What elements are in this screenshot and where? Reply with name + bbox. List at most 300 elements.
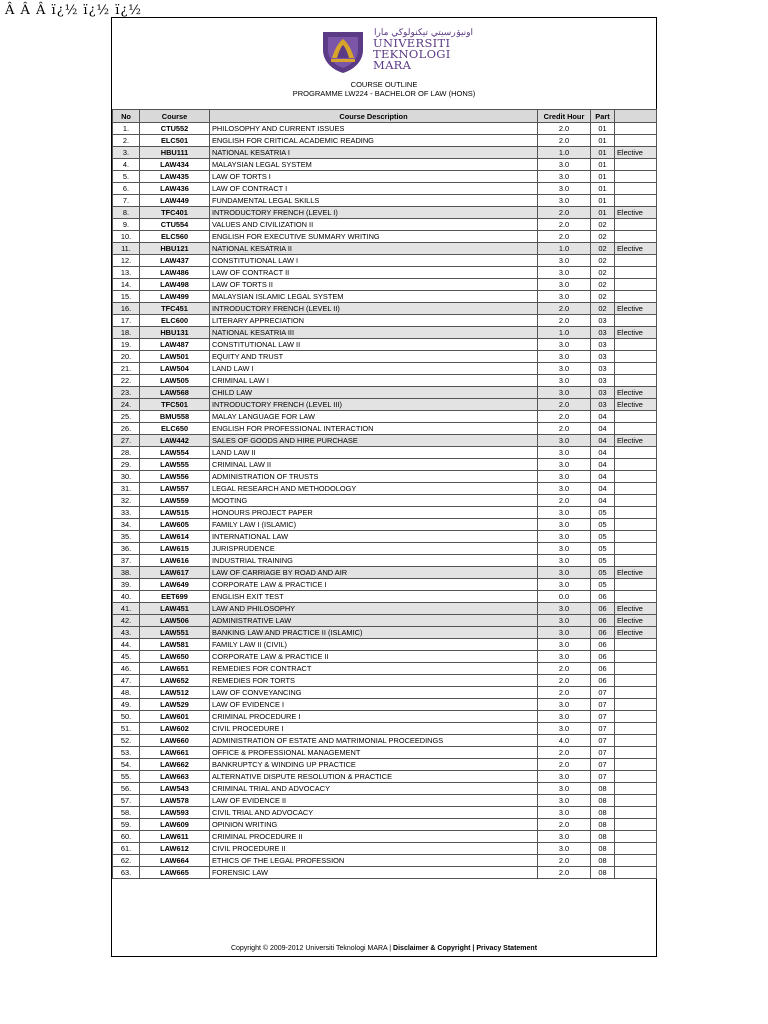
- logo-line-2: TEKNOLOGI: [373, 47, 451, 61]
- course-description: PHILOSOPHY AND CURRENT ISSUES: [210, 123, 538, 135]
- course-note: [615, 651, 657, 663]
- credit-hour: 3.0: [538, 339, 591, 351]
- course-note: [615, 483, 657, 495]
- part: 02: [591, 279, 615, 291]
- row-number: 51.: [113, 723, 140, 735]
- table-row: [113, 291, 657, 303]
- part: 01: [591, 171, 615, 183]
- footer: [112, 944, 656, 954]
- course-code: LAW568: [140, 387, 210, 399]
- row-number: 17.: [113, 315, 140, 327]
- credit-hour: 2.0: [538, 219, 591, 231]
- course-note: [615, 579, 657, 591]
- table-row: [113, 135, 657, 147]
- row-number: 53.: [113, 747, 140, 759]
- course-note: Elective: [615, 399, 657, 411]
- header-credit-hour: Credit Hour: [538, 110, 591, 123]
- course-description: LITERARY APPRECIATION: [210, 315, 538, 327]
- part: 04: [591, 483, 615, 495]
- credit-hour: 1.0: [538, 147, 591, 159]
- course-description: REMEDIES FOR CONTRACT: [210, 663, 538, 675]
- row-number: 60.: [113, 831, 140, 843]
- course-note: [615, 471, 657, 483]
- table-row: [113, 651, 657, 663]
- course-note: [615, 807, 657, 819]
- credit-hour: 3.0: [538, 267, 591, 279]
- course-code: LAW499: [140, 291, 210, 303]
- course-code: LAW554: [140, 447, 210, 459]
- course-note: [615, 447, 657, 459]
- part: 05: [591, 519, 615, 531]
- part: 08: [591, 819, 615, 831]
- table-header-row: [113, 110, 657, 123]
- part: 06: [591, 663, 615, 675]
- course-note: [615, 495, 657, 507]
- credit-hour: 3.0: [538, 435, 591, 447]
- row-number: 44.: [113, 639, 140, 651]
- part: 06: [591, 591, 615, 603]
- table-row: [113, 639, 657, 651]
- table-row: [113, 459, 657, 471]
- course-note: [615, 711, 657, 723]
- course-description: CHILD LAW: [210, 387, 538, 399]
- table-row: [113, 771, 657, 783]
- part: 04: [591, 411, 615, 423]
- row-number: 8.: [113, 207, 140, 219]
- credit-hour: 3.0: [538, 159, 591, 171]
- credit-hour: 3.0: [538, 519, 591, 531]
- course-note: [615, 531, 657, 543]
- course-description: LAW OF CARRIAGE BY ROAD AND AIR: [210, 567, 538, 579]
- privacy-statement-link[interactable]: Privacy Statement: [476, 945, 538, 952]
- table-row: [113, 819, 657, 831]
- part: 06: [591, 603, 615, 615]
- row-number: 62.: [113, 855, 140, 867]
- credit-hour: 3.0: [538, 471, 591, 483]
- course-description: CRIMINAL LAW I: [210, 375, 538, 387]
- row-number: 5.: [113, 171, 140, 183]
- course-note: [615, 159, 657, 171]
- table-row: [113, 843, 657, 855]
- part: 04: [591, 495, 615, 507]
- course-code: TFC451: [140, 303, 210, 315]
- table-row: [113, 243, 657, 255]
- course-note: [615, 723, 657, 735]
- row-number: 23.: [113, 387, 140, 399]
- row-number: 29.: [113, 459, 140, 471]
- row-number: 10.: [113, 231, 140, 243]
- row-number: 25.: [113, 411, 140, 423]
- table-row: [113, 555, 657, 567]
- part: 02: [591, 231, 615, 243]
- table-row: [113, 471, 657, 483]
- row-number: 27.: [113, 435, 140, 447]
- part: 06: [591, 615, 615, 627]
- credit-hour: 2.0: [538, 423, 591, 435]
- course-description: MOOTING: [210, 495, 538, 507]
- table-row: [113, 855, 657, 867]
- row-number: 18.: [113, 327, 140, 339]
- course-code: LAW601: [140, 711, 210, 723]
- course-note: [615, 459, 657, 471]
- course-description: VALUES AND CIVILIZATION II: [210, 219, 538, 231]
- course-description: ALTERNATIVE DISPUTE RESOLUTION & PRACTICE: [210, 771, 538, 783]
- course-note: [615, 291, 657, 303]
- credit-hour: 1.0: [538, 243, 591, 255]
- course-description: ADMINISTRATION OF ESTATE AND MATRIMONIAL PROCEEDINGS: [210, 735, 538, 747]
- part: 05: [591, 531, 615, 543]
- part: 01: [591, 135, 615, 147]
- row-number: 32.: [113, 495, 140, 507]
- row-number: 1.: [113, 123, 140, 135]
- course-code: LAW662: [140, 759, 210, 771]
- logo-line-3: MARA: [373, 58, 412, 72]
- part: 03: [591, 339, 615, 351]
- course-code: LAW434: [140, 159, 210, 171]
- part: 01: [591, 195, 615, 207]
- course-code: LAW664: [140, 855, 210, 867]
- course-description: INTRODUCTORY FRENCH (LEVEL I): [210, 207, 538, 219]
- credit-hour: 2.0: [538, 747, 591, 759]
- course-note: [615, 423, 657, 435]
- credit-hour: 3.0: [538, 723, 591, 735]
- course-code: LAW617: [140, 567, 210, 579]
- course-note: [615, 411, 657, 423]
- course-description: NATIONAL KESATRIA II: [210, 243, 538, 255]
- table-row: [113, 483, 657, 495]
- course-note: Elective: [615, 207, 657, 219]
- part: 01: [591, 147, 615, 159]
- uitm-logo: [319, 28, 474, 74]
- course-note: [615, 279, 657, 291]
- logo-line-1: UNIVERSITI: [373, 36, 451, 50]
- credit-hour: 3.0: [538, 507, 591, 519]
- course-code: CTU552: [140, 123, 210, 135]
- course-note: [615, 315, 657, 327]
- part: 05: [591, 567, 615, 579]
- credit-hour: 2.0: [538, 867, 591, 879]
- credit-hour: 3.0: [538, 711, 591, 723]
- part: 03: [591, 399, 615, 411]
- course-code: HBU111: [140, 147, 210, 159]
- credit-hour: 2.0: [538, 399, 591, 411]
- part: 04: [591, 435, 615, 447]
- part: 08: [591, 855, 615, 867]
- credit-hour: 2.0: [538, 207, 591, 219]
- part: 07: [591, 711, 615, 723]
- part: 02: [591, 255, 615, 267]
- course-code: LAW551: [140, 627, 210, 639]
- course-note: [615, 663, 657, 675]
- credit-hour: 3.0: [538, 195, 591, 207]
- table-row: [113, 423, 657, 435]
- row-number: 35.: [113, 531, 140, 543]
- course-description: BANKING LAW AND PRACTICE II (ISLAMIC): [210, 627, 538, 639]
- row-number: 57.: [113, 795, 140, 807]
- credit-hour: 3.0: [538, 531, 591, 543]
- course-description: CRIMINAL PROCEDURE I: [210, 711, 538, 723]
- table-row: [113, 183, 657, 195]
- course-code: ELC600: [140, 315, 210, 327]
- course-code: LAW649: [140, 579, 210, 591]
- course-note: [615, 855, 657, 867]
- part: 05: [591, 579, 615, 591]
- table-row: [113, 387, 657, 399]
- disclaimer-link[interactable]: Disclaimer & Copyright: [393, 945, 471, 952]
- credit-hour: 3.0: [538, 447, 591, 459]
- row-number: 14.: [113, 279, 140, 291]
- course-description: MALAYSIAN LEGAL SYSTEM: [210, 159, 538, 171]
- table-row: [113, 231, 657, 243]
- row-number: 36.: [113, 543, 140, 555]
- credit-hour: 3.0: [538, 183, 591, 195]
- course-note: [615, 543, 657, 555]
- credit-hour: 3.0: [538, 279, 591, 291]
- credit-hour: 3.0: [538, 459, 591, 471]
- course-code: ELC501: [140, 135, 210, 147]
- course-note: [615, 831, 657, 843]
- credit-hour: 3.0: [538, 699, 591, 711]
- course-outline-sheet: [111, 17, 657, 957]
- course-description: ENGLISH FOR PROFESSIONAL INTERACTION: [210, 423, 538, 435]
- credit-hour: 2.0: [538, 411, 591, 423]
- course-note: [615, 555, 657, 567]
- part: 08: [591, 867, 615, 879]
- part: 07: [591, 687, 615, 699]
- part: 08: [591, 843, 615, 855]
- row-number: 24.: [113, 399, 140, 411]
- table-row: [113, 699, 657, 711]
- table-row: [113, 711, 657, 723]
- course-description: LAW OF TORTS I: [210, 171, 538, 183]
- course-code: LAW556: [140, 471, 210, 483]
- table-row: [113, 687, 657, 699]
- table-row: [113, 267, 657, 279]
- course-code: LAW605: [140, 519, 210, 531]
- course-note: [615, 183, 657, 195]
- header-description: Course Description: [210, 110, 538, 123]
- course-note: [615, 171, 657, 183]
- course-note: [615, 759, 657, 771]
- row-number: 39.: [113, 579, 140, 591]
- course-code: LAW612: [140, 843, 210, 855]
- course-description: CIVIL PROCEDURE I: [210, 723, 538, 735]
- table-row: [113, 435, 657, 447]
- course-description: FAMILY LAW I (ISLAMIC): [210, 519, 538, 531]
- course-description: MALAYSIAN ISLAMIC LEGAL SYSTEM: [210, 291, 538, 303]
- header-no: No: [113, 110, 140, 123]
- header-course: Course: [140, 110, 210, 123]
- row-number: 49.: [113, 699, 140, 711]
- part: 02: [591, 291, 615, 303]
- credit-hour: 3.0: [538, 771, 591, 783]
- course-note: [615, 507, 657, 519]
- credit-hour: 3.0: [538, 567, 591, 579]
- course-note: [615, 195, 657, 207]
- credit-hour: 3.0: [538, 387, 591, 399]
- course-note: Elective: [615, 615, 657, 627]
- credit-hour: 3.0: [538, 807, 591, 819]
- course-code: LAW529: [140, 699, 210, 711]
- course-note: [615, 699, 657, 711]
- row-number: 30.: [113, 471, 140, 483]
- credit-hour: 2.0: [538, 687, 591, 699]
- course-note: Elective: [615, 387, 657, 399]
- row-number: 2.: [113, 135, 140, 147]
- row-number: 61.: [113, 843, 140, 855]
- course-description: LAND LAW II: [210, 447, 538, 459]
- course-note: [615, 747, 657, 759]
- course-note: Elective: [615, 567, 657, 579]
- course-description: ENGLISH FOR CRITICAL ACADEMIC READING: [210, 135, 538, 147]
- table-row: [113, 495, 657, 507]
- part: 03: [591, 351, 615, 363]
- credit-hour: 3.0: [538, 579, 591, 591]
- course-code: ELC650: [140, 423, 210, 435]
- credit-hour: 2.0: [538, 315, 591, 327]
- table-row: [113, 303, 657, 315]
- part: 01: [591, 123, 615, 135]
- part: 02: [591, 267, 615, 279]
- course-note: [615, 135, 657, 147]
- table-row: [113, 723, 657, 735]
- credit-hour: 3.0: [538, 483, 591, 495]
- row-number: 13.: [113, 267, 140, 279]
- course-code: LAW506: [140, 615, 210, 627]
- credit-hour: 3.0: [538, 843, 591, 855]
- course-note: [615, 819, 657, 831]
- credit-hour: 3.0: [538, 651, 591, 663]
- course-code: LAW578: [140, 795, 210, 807]
- course-note: [615, 735, 657, 747]
- course-code: LAW451: [140, 603, 210, 615]
- row-number: 11.: [113, 243, 140, 255]
- part: 06: [591, 651, 615, 663]
- credit-hour: 3.0: [538, 603, 591, 615]
- course-description: LAW OF TORTS II: [210, 279, 538, 291]
- row-number: 48.: [113, 687, 140, 699]
- part: 03: [591, 375, 615, 387]
- row-number: 19.: [113, 339, 140, 351]
- part: 03: [591, 363, 615, 375]
- course-description: CONSTITUTIONAL LAW I: [210, 255, 538, 267]
- row-number: 33.: [113, 507, 140, 519]
- table-row: [113, 399, 657, 411]
- course-description: CRIMINAL TRIAL AND ADVOCACY: [210, 783, 538, 795]
- part: 06: [591, 675, 615, 687]
- part: 06: [591, 639, 615, 651]
- table-row: [113, 207, 657, 219]
- course-description: LAW AND PHILOSOPHY: [210, 603, 538, 615]
- course-note: [615, 363, 657, 375]
- table-row: [113, 315, 657, 327]
- table-row: [113, 327, 657, 339]
- course-description: LAW OF CONTRACT I: [210, 183, 538, 195]
- course-note: [615, 231, 657, 243]
- course-code: LAW555: [140, 459, 210, 471]
- table-row: [113, 759, 657, 771]
- credit-hour: 1.0: [538, 327, 591, 339]
- course-code: LAW593: [140, 807, 210, 819]
- course-code: EET699: [140, 591, 210, 603]
- credit-hour: 4.0: [538, 735, 591, 747]
- credit-hour: 3.0: [538, 351, 591, 363]
- course-description: FAMILY LAW II (CIVIL): [210, 639, 538, 651]
- course-code: LAW614: [140, 531, 210, 543]
- part: 01: [591, 207, 615, 219]
- course-code: LAW505: [140, 375, 210, 387]
- table-row: [113, 783, 657, 795]
- course-note: [615, 867, 657, 879]
- course-description: INTERNATIONAL LAW: [210, 531, 538, 543]
- course-description: OFFICE & PROFESSIONAL MANAGEMENT: [210, 747, 538, 759]
- row-number: 28.: [113, 447, 140, 459]
- credit-hour: 2.0: [538, 303, 591, 315]
- course-note: Elective: [615, 303, 657, 315]
- table-row: [113, 507, 657, 519]
- course-table-body: [113, 123, 657, 879]
- table-row: [113, 375, 657, 387]
- course-note: [615, 783, 657, 795]
- part: 03: [591, 315, 615, 327]
- credit-hour: 3.0: [538, 795, 591, 807]
- part: 05: [591, 555, 615, 567]
- course-description: MALAY LANGUAGE FOR LAW: [210, 411, 538, 423]
- course-code: LAW543: [140, 783, 210, 795]
- part: 02: [591, 219, 615, 231]
- course-description: ETHICS OF THE LEGAL PROFESSION: [210, 855, 538, 867]
- credit-hour: 0.0: [538, 591, 591, 603]
- course-note: [615, 771, 657, 783]
- row-number: 47.: [113, 675, 140, 687]
- footer-separator: |: [470, 945, 477, 952]
- course-note: [615, 687, 657, 699]
- table-row: [113, 579, 657, 591]
- course-note: [615, 591, 657, 603]
- course-description: CIVIL TRIAL AND ADVOCACY: [210, 807, 538, 819]
- course-code: LAW615: [140, 543, 210, 555]
- course-description: JURISPRUDENCE: [210, 543, 538, 555]
- course-description: LAW OF CONVEYANCING: [210, 687, 538, 699]
- credit-hour: 3.0: [538, 783, 591, 795]
- table-row: [113, 795, 657, 807]
- table-row: [113, 807, 657, 819]
- course-note: [615, 339, 657, 351]
- course-code: LAW650: [140, 651, 210, 663]
- course-description: LAW OF EVIDENCE I: [210, 699, 538, 711]
- table-row: [113, 339, 657, 351]
- row-number: 59.: [113, 819, 140, 831]
- course-description: SALES OF GOODS AND HIRE PURCHASE: [210, 435, 538, 447]
- table-row: [113, 747, 657, 759]
- course-description: CRIMINAL PROCEDURE II: [210, 831, 538, 843]
- course-code: LAW504: [140, 363, 210, 375]
- copyright-text: Copyright © 2009-2012 Universiti Teknologi MARA |: [230, 945, 394, 952]
- course-note: [615, 351, 657, 363]
- row-number: 3.: [113, 147, 140, 159]
- table-row: [113, 591, 657, 603]
- part: 03: [591, 327, 615, 339]
- course-note: Elective: [615, 327, 657, 339]
- part: 01: [591, 159, 615, 171]
- part: 04: [591, 423, 615, 435]
- part: 07: [591, 699, 615, 711]
- part: 03: [591, 387, 615, 399]
- course-code: LAW663: [140, 771, 210, 783]
- course-code: LAW512: [140, 687, 210, 699]
- row-number: 12.: [113, 255, 140, 267]
- credit-hour: 2.0: [538, 663, 591, 675]
